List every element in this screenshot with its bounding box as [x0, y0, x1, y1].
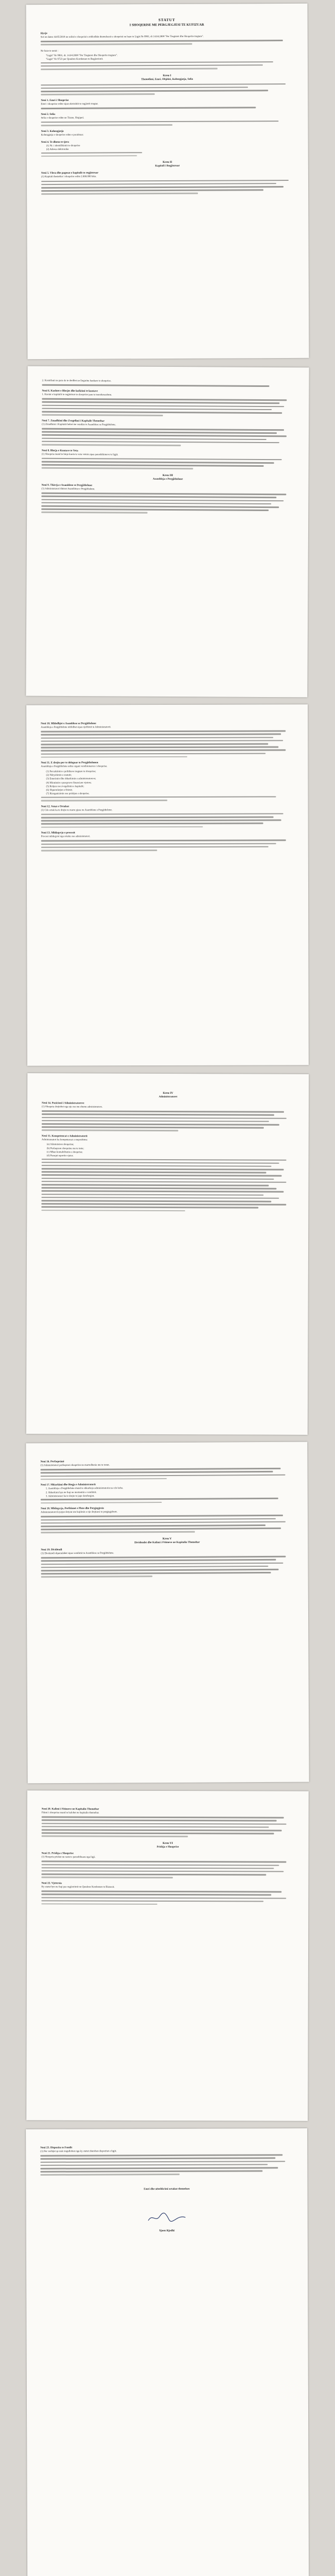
- text-line: [41, 502, 271, 505]
- article-text: (1) Dividendi shperndahet sipas vendimit te Asamblese se Pergjithshme.: [41, 1552, 114, 1555]
- text-line: [42, 1829, 282, 1831]
- text-line: [41, 1197, 279, 1199]
- list-item: 2. Shkarkimi hyn ne fuqi ne momentin e vendimit.: [45, 1491, 97, 1494]
- text-line: [42, 1171, 266, 1173]
- text-line: [42, 411, 282, 414]
- article-heading: Neni 19. Dividendi: [41, 1548, 62, 1552]
- text-line: [41, 183, 276, 185]
- article-heading: Neni 5. Vlera dhe pagesat e kapitalit te regjistruar: [41, 171, 98, 175]
- chapter-title: Themelimi, Emri, Objekti, Kohezgjatja, Selia: [141, 77, 193, 81]
- text-line: [41, 1200, 271, 1202]
- text-line: [41, 1562, 283, 1565]
- chapter-title: Kapitali i Regjistruar: [155, 164, 180, 168]
- article-heading: Neni 18. Mbikqyrja, Perfitimet e Plote dhe Pergjegjesia: [40, 1506, 104, 1511]
- text-line: [41, 740, 283, 742]
- article-heading: Neni 16. Perfaqesimi: [40, 1460, 64, 1464]
- text-line: [41, 1187, 276, 1189]
- article-heading: Neni 22. Vjetersia: [41, 1882, 62, 1885]
- list-item: (6) Shperndarjen e fitimit;: [46, 789, 73, 792]
- text-line: [42, 437, 266, 440]
- list-item: (4) Miratimin e pasqyrave financiare vjetore;: [46, 781, 92, 785]
- text-line: [42, 1178, 274, 1180]
- article-heading: Neni 23. Dispozita te Fundit: [40, 2146, 73, 2149]
- text-line: [42, 398, 287, 401]
- text-line: [42, 467, 193, 469]
- opening-paragraph: 2. Kontributi ne para do te derdhet ne llogarine bankare te shoqerise.: [42, 379, 111, 383]
- article-text: Selia e shoqerise eshte ne Tirane, Shqiperi.: [41, 116, 85, 120]
- list-item: (1) Percaktimin e politikave tregtare te shoqerise;: [46, 770, 96, 773]
- text-line: [41, 750, 286, 752]
- text-line: [41, 61, 273, 64]
- text-line: [41, 152, 142, 154]
- chapter-heading: Kreu II: [162, 161, 172, 164]
- text-line: [41, 1471, 273, 1473]
- list-item: (5) Rritjen ose zvogelimin e kapitalit;: [46, 785, 84, 788]
- text-line: [42, 428, 284, 431]
- chapter-heading: Kreu III: [162, 473, 173, 478]
- text-line: [42, 1130, 178, 1132]
- text-line: [41, 90, 268, 92]
- text-line: [42, 1110, 284, 1112]
- text-line: [42, 434, 287, 437]
- text-line: [41, 1184, 269, 1186]
- opening-paragraph: Sot ne daten 16/05/2018 ne selinë e shoqerisë u mblodhën themeluesit e shoqerisë ne baze te Ligjit Nr 9901, dt 14.04.2008 "Per Tregtaret dhe Shoqerite tregtare".: [40, 35, 204, 39]
- text-line: [41, 496, 276, 498]
- chapter-heading: Kreu V: [162, 1537, 172, 1541]
- article-text: Procesi mbikqyret nga ortaku ose administratori.: [41, 835, 91, 838]
- text-line: [41, 107, 256, 109]
- text-line: [41, 743, 268, 745]
- text-line: [41, 1890, 281, 1892]
- text-line: [41, 93, 155, 95]
- document-page-6: [26, 1790, 309, 2121]
- text-line: [42, 1826, 269, 1828]
- list-item: (1) Nr. i identifikimit te shoqerise: [46, 144, 80, 147]
- text-line: [42, 1817, 284, 1819]
- document-page-2: [26, 366, 309, 698]
- document-title: STATUT: [158, 17, 175, 23]
- closing-statement: Emri dhe nënshkrimi ortakut themelues: [143, 2187, 190, 2191]
- article-heading: Neni 15. Kompetencat e Administratorit: [41, 1134, 88, 1138]
- text-line: [41, 1556, 286, 1558]
- document-subtitle: I SHOQERISE ME PERGJEGJESI TE KUFIZUAR: [129, 23, 204, 27]
- article-heading: Neni 2. Selia: [41, 112, 55, 116]
- document-page-1: [26, 4, 309, 359]
- list-item: (c) Mban kontabilitetin e shoqerise;: [46, 1151, 83, 1154]
- list-item: (2) Ndryshimin e statutit;: [46, 774, 72, 777]
- text-line: [41, 499, 283, 501]
- founder-item: "Ligjit" Nr 9901, dt. 14.04.2008 "Per Tregtaret dhe Shoqerite tregtare".: [45, 54, 118, 57]
- text-line: [40, 2174, 179, 2176]
- article-heading: Neni 1. Emri i Shoqerise: [41, 98, 69, 102]
- text-line: [42, 444, 181, 446]
- article-heading: Neni 6. Kushtet e Blerjes dhe kufizimi te kuotave: [42, 389, 98, 393]
- list-item: (b) Perfaqeson shoqerine me te trete;: [46, 1147, 84, 1150]
- article-heading: Neni 7. Zmadhimi dhe Zvogelimi i Kapitalit Themeltar: [42, 419, 105, 423]
- text-line: [41, 1867, 274, 1869]
- text-line: [41, 1531, 195, 1533]
- chapter-heading: Kreu VI: [162, 1841, 173, 1845]
- text-line: [42, 458, 282, 461]
- article-text: Administratoret kryejne detyrat me kujdesin e nje drejtuesi te pergjegjshem.: [40, 1511, 118, 1514]
- text-line: [42, 464, 264, 467]
- text-line: [42, 1165, 272, 1167]
- chapter-title: Asambleja e Pergjithshme: [153, 477, 183, 481]
- signature-block: [41, 2211, 293, 2233]
- article-heading: Neni 14. Pozicioni i Administratoreve: [42, 1101, 85, 1105]
- text-line: [41, 1870, 283, 1872]
- article-text: (1) Administratori thërret Asamblene e Pergjithshme.: [41, 487, 95, 491]
- text-line: [41, 68, 217, 70]
- article-heading: Neni 9. Thirrja e Asamblese se Pergjithshme: [41, 483, 92, 487]
- text-line: [41, 509, 269, 511]
- text-line: [41, 1521, 286, 1524]
- article-text: (1) Cdo ortak ka te drejte te marre pjese ne Asamblene e Pergjithshme.: [41, 808, 112, 812]
- text-line: [41, 1194, 263, 1196]
- text-line: [40, 2167, 278, 2169]
- text-line: [41, 1181, 286, 1183]
- chapter-title: Dividendet dhe Kalimi i Fitimeve ne Kapitalin Themeltar: [134, 1540, 200, 1545]
- text-line: [41, 753, 265, 755]
- article-text: Administratori ka kompetencat e meposhtme:: [41, 1139, 88, 1142]
- text-line: [40, 2161, 285, 2163]
- text-line: [41, 823, 263, 825]
- text-line: [41, 747, 278, 749]
- text-line: [41, 1897, 286, 1899]
- text-line: [41, 1572, 271, 1574]
- text-line: [42, 401, 279, 404]
- text-line: [41, 83, 286, 86]
- text-line: [41, 180, 289, 182]
- list-item: (a) Administron shoqerine;: [46, 1143, 74, 1146]
- text-line: [41, 1474, 286, 1477]
- document-page-3: [26, 704, 309, 1065]
- document-page-4: [26, 1073, 309, 1435]
- text-line: [41, 1864, 279, 1866]
- text-line: [41, 1559, 276, 1562]
- text-line: [42, 461, 274, 464]
- text-line: [42, 1836, 188, 1837]
- text-line: [41, 756, 187, 758]
- text-line: [41, 1515, 283, 1517]
- text-line: [41, 1873, 266, 1875]
- text-line: [42, 1159, 287, 1161]
- text-line: [41, 189, 263, 191]
- list-item: (3) Emerimin dhe shkarkimin e administratoreve;: [46, 777, 96, 781]
- text-line: [41, 1877, 173, 1878]
- text-line: [41, 493, 286, 495]
- text-line: [40, 2164, 267, 2166]
- list-item: 3. Administratori ka te drejte te jape doreheqjen.: [45, 1495, 95, 1498]
- signature-scrawl: [146, 2211, 188, 2224]
- text-line: [42, 404, 284, 407]
- chapter-title: Administratoret: [159, 1095, 178, 1099]
- text-line: [41, 43, 192, 45]
- text-line: [41, 186, 283, 189]
- text-line: [41, 1894, 271, 1896]
- article-text: Emri i shoqerise eshte sipas ekstraktit te regjistrit tregtar.: [41, 103, 98, 106]
- text-line: [40, 2155, 282, 2157]
- article-heading: Neni 3. Kohezgjatja: [41, 129, 64, 133]
- text-line: [42, 1114, 274, 1116]
- text-line: [41, 1900, 263, 1902]
- article-heading: Neni 10. Mbledhjet e Asamblese se Pergjithshme: [41, 722, 96, 725]
- document-page-5: [26, 1442, 309, 1784]
- text-line: [42, 1123, 279, 1125]
- article-text: (1) Kapitali themeltar i shoqerise eshte 2.000.000 leke.: [41, 175, 97, 179]
- article-text: Ky statut hyn ne fuqi pas regjistrimit ne Qendren Kombetare te Biznesit.: [41, 1886, 115, 1889]
- text-line: [41, 1569, 279, 1571]
- signature-name: Sjoen Rjedhi: [159, 2229, 175, 2233]
- article-heading: Neni 4. Te dhena te tjera: [41, 140, 69, 144]
- text-line: [41, 64, 263, 66]
- list-item: (7) Riorganizimin ose prishjen e shoqerise.: [46, 792, 90, 796]
- list-item: (d) Paraqet raportin vjetor.: [46, 1155, 74, 1158]
- text-line: [42, 1162, 279, 1164]
- text-line: [41, 124, 173, 126]
- text-line: [41, 734, 281, 736]
- text-line: [41, 512, 147, 514]
- text-line: [42, 1126, 264, 1128]
- list-item: 1. Asambleja e Pergjithshme mund te shkarkoje administratorin ne cdo kohe.: [45, 1487, 124, 1490]
- text-line: [41, 820, 281, 822]
- text-line: [41, 193, 198, 195]
- chapter-title: Prishja e Shoqerise: [157, 1845, 179, 1849]
- text-line: [42, 431, 277, 434]
- article-heading: Neni 21. Prishja e Shoqerise: [41, 1852, 74, 1855]
- article-text: (1) Shoqeria mund te bleje kuota te veta vetem sipas parashikimeve te ligjit.: [41, 453, 119, 456]
- article-text: 1. Kuotat e kapitalit te regjistruar te shoqerise jane te transferueshme.: [42, 393, 112, 397]
- text-line: [41, 87, 248, 89]
- text-line: [42, 1823, 287, 1825]
- text-line: [41, 1524, 265, 1527]
- text-line: [42, 384, 269, 387]
- text-line: [42, 414, 163, 416]
- article-text: Asambleja e Pergjithshme mblidhet sipas njoftimit te Administratorit.: [41, 726, 111, 729]
- founder-item: "Ligjit" Nr 9723 per Qendren Kombetare te Regjistrimit.: [45, 58, 104, 61]
- text-line: [41, 1518, 276, 1521]
- text-line: [41, 505, 279, 508]
- text-line: [41, 843, 276, 845]
- article-text: (1) Zmadhimi i Kapitalit behet me vendim te Asamblese se Pergjithshme.: [42, 423, 116, 427]
- article-text: Fitimi i shoqerise mund te kalohet ne kapitalin themeltar.: [41, 1811, 99, 1815]
- list-item: (2) Adresa elektronike: [46, 148, 69, 151]
- article-heading: Neni 12. Votat e Ortakut: [41, 805, 69, 808]
- text-line: [41, 1210, 185, 1212]
- text-line: [40, 2171, 262, 2173]
- text-line: [41, 1203, 286, 1205]
- text-line: [41, 850, 157, 851]
- chapter-heading: Kreu IV: [163, 1091, 174, 1095]
- article-text: (1) Shoqeria prishet ne rastet e parashikuara nga ligji.: [41, 1856, 96, 1859]
- text-line: [41, 1502, 162, 1504]
- text-line: [42, 440, 279, 443]
- text-line: [41, 816, 274, 818]
- text-line: [40, 2158, 275, 2160]
- text-line: [42, 1175, 282, 1177]
- text-line: [41, 1566, 269, 1568]
- text-line: [41, 1206, 258, 1208]
- article-text: (1) Per ceshtjet qe nuk rregullohen nga ky statut zbatohen dispozitat e ligjit.: [40, 2150, 117, 2153]
- text-line: [41, 813, 283, 815]
- chapter-heading: Kreu I: [163, 74, 172, 77]
- article-heading: Neni 11. E drejta per te deleguar te Pergjithshmen: [41, 761, 98, 765]
- text-line: [41, 1861, 286, 1863]
- text-line: [41, 1191, 283, 1193]
- intro-heading: Hyrje: [40, 32, 47, 36]
- text-line: [42, 1117, 287, 1119]
- article-text: (1) Administratori perfaqeson shoqerine ne marredhenie me te tretet.: [40, 1464, 110, 1467]
- text-line: [41, 826, 203, 827]
- text-line: [41, 1903, 157, 1905]
- article-heading: Neni 13. Mbikqyrja e procesit: [41, 831, 75, 835]
- text-line: [41, 155, 137, 157]
- text-line: [41, 840, 286, 842]
- text-line: [42, 1833, 274, 1835]
- text-line: [41, 800, 167, 801]
- text-line: [41, 1576, 153, 1578]
- article-heading: Neni 20. Kalimi i Fitimeve ne Kapitalin Themeltar: [41, 1807, 99, 1811]
- article-heading: Neni 8. Blerja e Kuotave te Veta: [41, 449, 78, 452]
- document-page-7: [26, 2128, 309, 2576]
- founders-heading: Ne baze te nenit :: [40, 49, 59, 53]
- text-line: [41, 846, 269, 848]
- text-line: [41, 1528, 281, 1530]
- text-line: [42, 408, 272, 410]
- article-text: Asambleja e Pergjithshme eshte organi vendimmarres i shoqerise.: [41, 765, 108, 769]
- text-line: [42, 1168, 284, 1170]
- text-line: [41, 1478, 167, 1480]
- text-line: [42, 1820, 277, 1822]
- article-text: Kohezgjatja e shoqerise eshte e pacaktuar.: [41, 133, 84, 137]
- text-line: [41, 121, 278, 123]
- text-line: [41, 796, 276, 798]
- text-line: [41, 40, 283, 42]
- text-line: [41, 737, 273, 739]
- text-line: [41, 1468, 281, 1470]
- article-heading: Neni 17. Shkarkimi dhe Heqja e Administratorit: [40, 1483, 96, 1487]
- text-line: [41, 731, 286, 733]
- article-text: (1) Shoqeria drejtohet nga nje ose me shume administratore.: [41, 1106, 103, 1109]
- text-line: [42, 1120, 269, 1122]
